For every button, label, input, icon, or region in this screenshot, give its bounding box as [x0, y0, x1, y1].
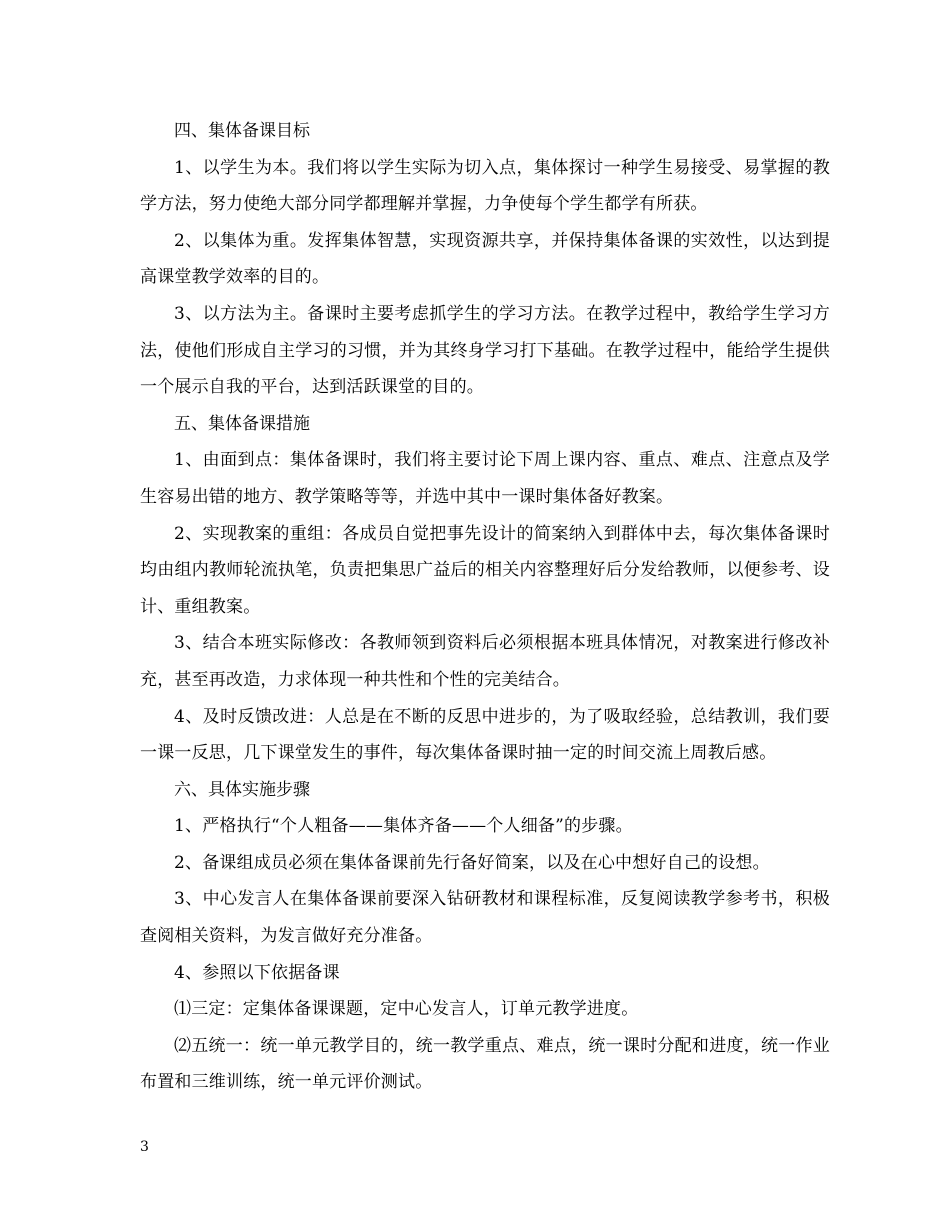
paragraph: 1、严格执行“个人粗备——集体齐备——个人细备”的步骤。	[174, 816, 633, 837]
paragraph: ⑵五统一：统一单元教学目的，统一教学重点、难点，统一课时分配和进度，统一作业布置和三维训练，统一单元评价测试。	[140, 1035, 830, 1093]
paragraph: 4、及时反馈改进：人总是在不断的反思中进步的，为了吸取经验，总结教训，我们要一课一反思，几下课堂发生的事件，每次集体备课时抽一定的时间交流上周教后感。	[140, 706, 830, 764]
paragraph: 2、以集体为重。发挥集体智慧，实现资源共享，并保持集体备课的实效性，以达到提高课堂教学效率的目的。	[140, 230, 830, 288]
paragraph: 1、以学生为本。我们将以学生实际为切入点，集体探讨一种学生易接受、易掌握的教学方法，努力使绝大部分同学都理解并掌握，力争使每个学生都学有所获。	[140, 157, 830, 215]
paragraph: 1、由面到点：集体备课时，我们将主要讨论下周上课内容、重点、难点、注意点及学生容易出错的地方、教学策略等等，并选中其中一课时集体备好教案。	[140, 450, 830, 507]
paragraph: 2、实现教案的重组：各成员自觉把事先设计的简案纳入到群体中去，每次集体备课时均由组内教师轮流执笔，负责把集思广益后的相关内容整理好后分发给教师，以便参考、设计、重组教案。	[140, 523, 830, 617]
paragraph: 4、参照以下依据备课	[174, 962, 340, 983]
document-body	[140, 113, 830, 1101]
paragraph: 3、以方法为主。备课时主要考虑抓学生的学习方法。在教学过程中，教给学生学习方法，使他们形成自主学习的习惯，并为其终身学习打下基础。在教学过程中，能给学生提供一个展示自我的平台，达到活跃课堂的目的。	[140, 303, 830, 398]
section-heading-goals: 四、集体备课目标	[174, 121, 310, 141]
paragraph: ⑴三定：定集体备课课题，定中心发言人，订单元教学进度。	[174, 999, 639, 1020]
paragraph: 3、结合本班实际修改：各教师领到资料后必须根据本班具体情况，对教案进行修改补充，甚至再改造，力求体现一种共性和个性的完美结合。	[140, 633, 830, 690]
section-heading-measures: 五、集体备课措施	[174, 413, 310, 434]
page-number: 3	[140, 1139, 149, 1155]
section-heading-steps: 六、具体实施步骤	[174, 779, 310, 800]
paragraph: 3、中心发言人在集体备课前要深入钻研教材和课程标准，反复阅读教学参考书，积极查阅相关资料，为发言做好充分准备。	[140, 889, 830, 947]
paragraph: 2、备课组成员必须在集体备课前先行备好简案，以及在心中想好自己的设想。	[174, 852, 770, 873]
